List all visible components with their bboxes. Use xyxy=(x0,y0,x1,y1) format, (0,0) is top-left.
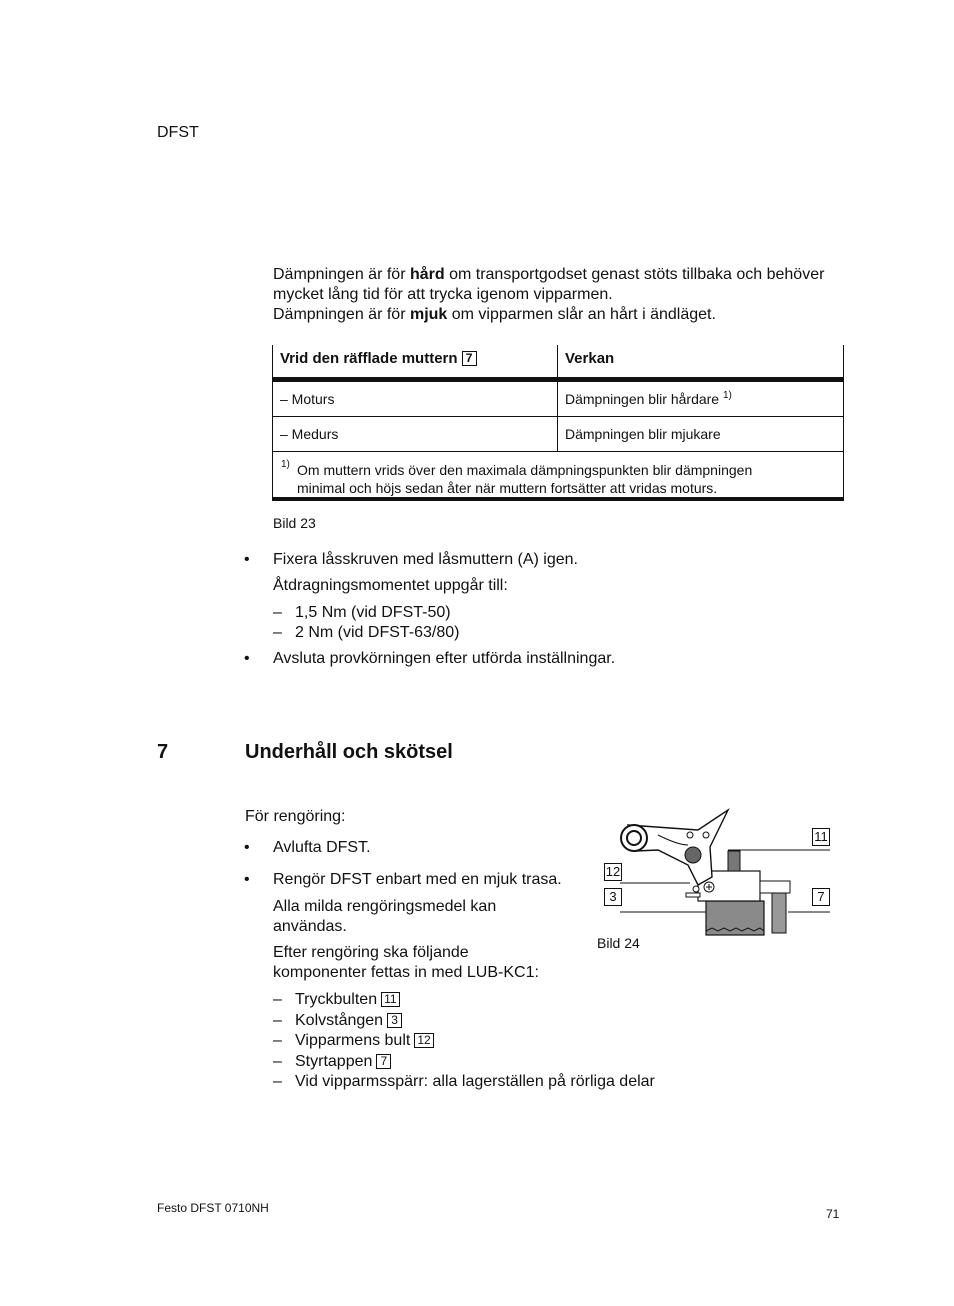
cleaning-intro: För rengöring: xyxy=(245,808,346,825)
step-clean: Rengör DFST enbart med en mjuk trasa. xyxy=(273,871,562,888)
intro-paragraph xyxy=(273,265,853,325)
table-cell-effect: Dämpningen blir mjukare xyxy=(558,417,844,451)
bullet-marker: • xyxy=(244,839,250,856)
page-number: 71 xyxy=(826,1207,840,1221)
step-fix-screw: Fixera låsskruven med låsmuttern (A) igen. xyxy=(273,551,578,568)
callout-7: 7 xyxy=(812,888,830,906)
grease-note: Efter rengöring ska följande komponenter fettas in med LUB-KC1: xyxy=(273,944,539,981)
torque-intro: Åtdragningsmomentet uppgår till: xyxy=(273,577,508,594)
dash-marker: – xyxy=(273,604,282,621)
ref-box: 11 xyxy=(381,992,399,1007)
footnote-text: Om muttern vrids över den maximala dämpningspunkten blir dämpningen minimal och höjs sedan åter när muttern fortsätter att vridas moturs. xyxy=(297,462,753,496)
table-cell-effect: Dämpningen blir hårdare $^{1)}$ xyxy=(558,382,844,416)
figure-caption: Bild 24 xyxy=(597,935,640,951)
callout-12: 12 xyxy=(605,864,621,879)
section-title: Underhåll och skötsel xyxy=(245,741,453,763)
callout-3: 3 xyxy=(604,888,622,906)
bold-hard: hård xyxy=(409,266,445,283)
rocker-arm-drawing xyxy=(598,805,834,937)
footer-doc-id: Festo DFST 0710NH xyxy=(157,1201,269,1215)
section-number: 7 xyxy=(157,741,169,763)
torque-item: 2 Nm (vid DFST-63/80) xyxy=(295,624,460,641)
bullet-marker: • xyxy=(244,650,250,667)
figure-rocker-arm xyxy=(598,805,834,937)
ref-box: 3 xyxy=(387,1013,402,1028)
table-header-action: Vrid den räfflade muttern 7 xyxy=(272,345,558,377)
callout-11: 11 xyxy=(812,828,830,846)
footnote-ref: 1) xyxy=(722,390,732,401)
step-finish-test: Avsluta provkörningen efter utförda inställningar. xyxy=(273,650,616,667)
bullet-marker: • xyxy=(244,871,250,888)
ref-box: 12 xyxy=(414,1033,433,1048)
table-row xyxy=(272,417,844,452)
table-header-row xyxy=(272,345,844,382)
bold-soft: mjuk xyxy=(409,306,448,323)
table-row xyxy=(272,382,844,417)
ref-box: 7 xyxy=(462,351,477,366)
intro-line-3: Dämpningen är för mjuk om vipparmen slår an hårt i ändläget. xyxy=(273,306,716,323)
intro-line-1: Dämpningen är för hård om transportgodset genast stöts tillbaka och behöver xyxy=(273,266,825,283)
damping-table xyxy=(272,345,844,501)
ref-box: 7 xyxy=(376,1054,391,1069)
running-header: DFST xyxy=(157,124,199,141)
list-item: – Tryckbulten 11 xyxy=(273,990,733,1011)
list-item: – Styrtappen 7 xyxy=(273,1052,733,1073)
footnote-mark: 1) xyxy=(281,459,290,470)
list-item: – Kolvstången 3 xyxy=(273,1011,733,1032)
parts-list xyxy=(273,990,733,1093)
intro-line-2: mycket lång tid för att trycka igenom vipparmen. xyxy=(273,286,613,303)
table-cell-action: – Moturs xyxy=(272,382,558,416)
bullet-marker: • xyxy=(244,551,250,568)
step-vent: Avlufta DFST. xyxy=(273,839,371,856)
table-caption: Bild 23 xyxy=(273,515,316,531)
list-item: – Vid vipparmsspärr: alla lagerställen på rörliga delar xyxy=(273,1073,655,1090)
table-footnote-row xyxy=(272,452,844,501)
table-header-effect: Verkan xyxy=(558,345,844,377)
list-item: – Vipparmens bult 12 xyxy=(273,1031,733,1052)
table-cell-action: – Medurs xyxy=(272,417,558,451)
dash-marker: – xyxy=(273,624,282,641)
detergent-note: Alla milda rengöringsmedel kan användas. xyxy=(273,898,497,935)
torque-item: 1,5 Nm (vid DFST-50) xyxy=(295,604,451,621)
